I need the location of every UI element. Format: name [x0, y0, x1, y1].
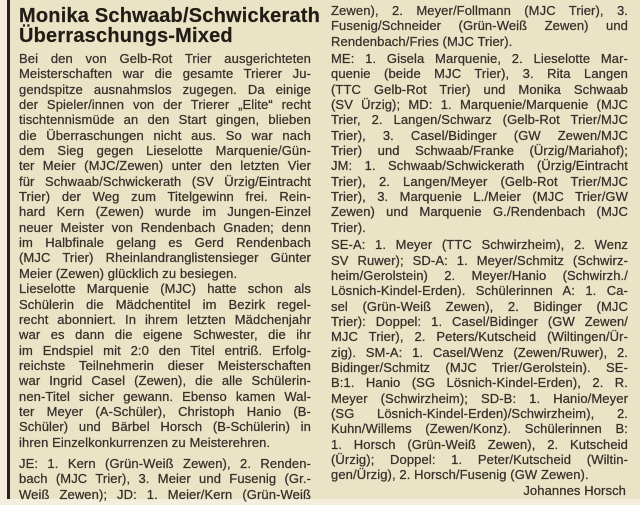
text-line: war es dann die eigene Schwester, die ihr [19, 327, 311, 343]
text-line: Weiß Zewen); JD: 1. Meier/Kern (Grün-Weiß [19, 486, 311, 502]
text-line: Trier). [331, 219, 366, 235]
text-line: bach (MJC Trier), 3. Meier und Fusenig (Gr.- [19, 471, 311, 487]
text-line: ter Meyer (A-Schüler), Christoph Hanio (B- [19, 403, 311, 419]
article-column-left [19, 5, 321, 502]
text-line: B:1. Hanio (SG Lösnich-Kindel-Erden), 2. R. [331, 375, 628, 391]
text-line: Meisterschaften war die gesamte Trierer Ju- [19, 66, 311, 82]
text-line: Trier): Doppel: 1. Casel/Bidinger (GW Zewen/ [331, 313, 628, 329]
text-line: recht abonniert. In ihrem letzten Mädchenjahr [19, 311, 311, 327]
text-line: hard Kern (Zewen) wurde im Jungen-Einzel [19, 204, 311, 220]
paragraph-results-continued [331, 3, 628, 49]
paper-left-edge [0, 0, 7, 505]
text-line: Zewen) und Marquenie G./Rendenbach (MJC [331, 204, 628, 220]
text-line: reichste Teilnehmerin dieser Meisterschaften [19, 357, 311, 373]
text-line: Fusenig/Schneider (Grün-Weiß Zewen) und [331, 18, 628, 34]
text-line: JM: 1. Schwaab/Schwickerath (Ürzig/Eintracht [331, 158, 628, 174]
text-line: Trier), 2. Langen/Meyer (Gelb-Rot Trier/MJC [331, 173, 628, 189]
text-line: Trier) der Weg zum Titelgewinn frei. Rein- [19, 189, 311, 205]
text-line: (SV Ürzig); MD: 1. Marquenie/Marquenie (MJC [331, 97, 628, 113]
text-line: der Spieler/innen von der Trierer „Elite“ recht [19, 97, 311, 113]
text-line: (SG Lösnich-Kindel-Erden)/Schwirzheim), 2. [331, 405, 628, 421]
text-line: 1. Horsch (Grün-Weiß Zewen), 2. Kutscheid [331, 436, 628, 452]
text-line: die Überraschungen nicht aus. So war nach [19, 127, 311, 143]
article-title [19, 5, 321, 47]
text-line: Trier), 3. Casel/Bidinger (GW Zewen/MJC [331, 127, 628, 143]
text-line: Kuhn/Willems (Zewen/Konz). Schülerinnen B: [331, 421, 628, 437]
text-line: Monika Schwaab/Schwickerath [19, 5, 321, 27]
paragraph-intro [19, 51, 311, 281]
text-line: (MJC Trier) Rheinlandranglistensieger Günter [19, 250, 311, 266]
article-column-right [331, 3, 628, 498]
text-line: sel (Grün-Weiß Zewen), 2. Bidinger (MJC [331, 298, 628, 314]
text-line: Bei den von Gelb-Rot Trier ausgerichteten [19, 51, 311, 66]
text-line: ME: 1. Gisela Marquenie, 2. Lieselotte Mar- [331, 51, 628, 67]
text-line: Lieselotte Marquenie (MJC) hatte schon als [19, 281, 311, 297]
text-line: tischtennismüde an den Start gingen, blieben [19, 112, 311, 128]
text-line: im Endspiel mit 2:0 den Titel entriß. Erfolg- [19, 342, 311, 358]
text-line: Schülerin die Mädchentitel im Bezirk regel- [19, 296, 311, 312]
text-line: quenie (beide MJC Trier), 3. Rita Langen [331, 66, 628, 82]
text-line: SV Ruwer); SD-A: 1. Meyer/Schmitz (Schwirz- [331, 252, 628, 268]
text-line: gen/Ürzig), 2. Horsch/Fusenig (GW Zewen). [331, 467, 589, 483]
text-line: Meyer (Schwirzheim); SD-B: 1. Hanio/Meyer [331, 390, 628, 406]
text-line: JE: 1. Kern (Grün-Weiß Zewen), 2. Renden- [19, 455, 311, 471]
text-line: Schüler) und Bärbel Horsch (B-Schülerin) in [19, 419, 311, 435]
text-line: (Ürzig); Doppel: 1. Peter/Kutscheid (Wiltin- [331, 451, 628, 467]
text-line: Lösnich-Kindel-Erden). Schülerinnen A: 1. Ca- [331, 283, 628, 299]
author-signature: Johannes Horsch [523, 482, 626, 498]
text-line: war Ingrid Casel (Zewen), die alle Schülerin- [19, 373, 311, 389]
text-line: Meier (Zewen) glücklich zu besiegen. [19, 265, 238, 281]
text-line: nen-Titel sicher gewann. Ebenso kamen Wal- [19, 388, 311, 404]
text-line: Trier) und Schwaab/Franke (Ürzig/Mariahof); [331, 143, 628, 159]
text-line: heim/Gerolstein) 2. Meyer/Hanio (Schwirzh./ [331, 267, 628, 283]
text-line: ihren Einzelkonkurrenzen zu Meisterehren. [19, 434, 271, 450]
paragraph-results-je-jd [19, 456, 311, 502]
text-line: Rendenbach/Fries (MJC Trier). [331, 33, 513, 49]
column-rule [7, 0, 10, 505]
text-line: neuer Meister von Rendenbach Gnaden; denn [19, 219, 311, 235]
text-line: Trier, 2. Langen/Schwarz (Gelb-Rot Trier/MJC [331, 112, 628, 128]
text-line: Zewen), 2. Meyer/Follmann (MJC Trier), 3. [331, 3, 628, 18]
text-line: (TTC Gelb-Rot Trier) und Monika Schwaab [331, 81, 628, 97]
text-line: für Schwaab/Schwickerath (SV Ürzig/Eintracht [19, 173, 311, 189]
text-line: zig). SM-A: 1. Casel/Wenz (Zewen/Ruwer), 2. [331, 344, 628, 360]
text-line: Bidinger/Schmitz (MJC Trier/Gerolstein). SE- [331, 359, 628, 375]
paragraph-results-schueler [331, 237, 628, 483]
text-line: Trier), 3. Marquenie L./Meier (MJC Trier/GW [331, 189, 628, 205]
text-line: ter Meier (MJC/Zewen) unter den letzten Vier [19, 158, 311, 174]
paragraph-marquenie [19, 281, 311, 450]
text-line: gendspitze ausnahmslos zugegen. Da einige [19, 81, 311, 97]
text-line: SE-A: 1. Meyer (TTC Schwirzheim), 2. Wenz [331, 237, 628, 253]
text-line: Überraschungs-Mixed [19, 25, 233, 47]
text-line: MJC Trier), 2. Peters/Kutscheid (Wiltingen/Ür- [331, 329, 628, 345]
text-line: im Halbfinale gelang es Gerd Rendenbach [19, 235, 311, 251]
text-line: dem Sieg gegen Lieselotte Marquenie/Gün- [19, 143, 311, 159]
paragraph-results-me-md-jm [331, 51, 628, 235]
